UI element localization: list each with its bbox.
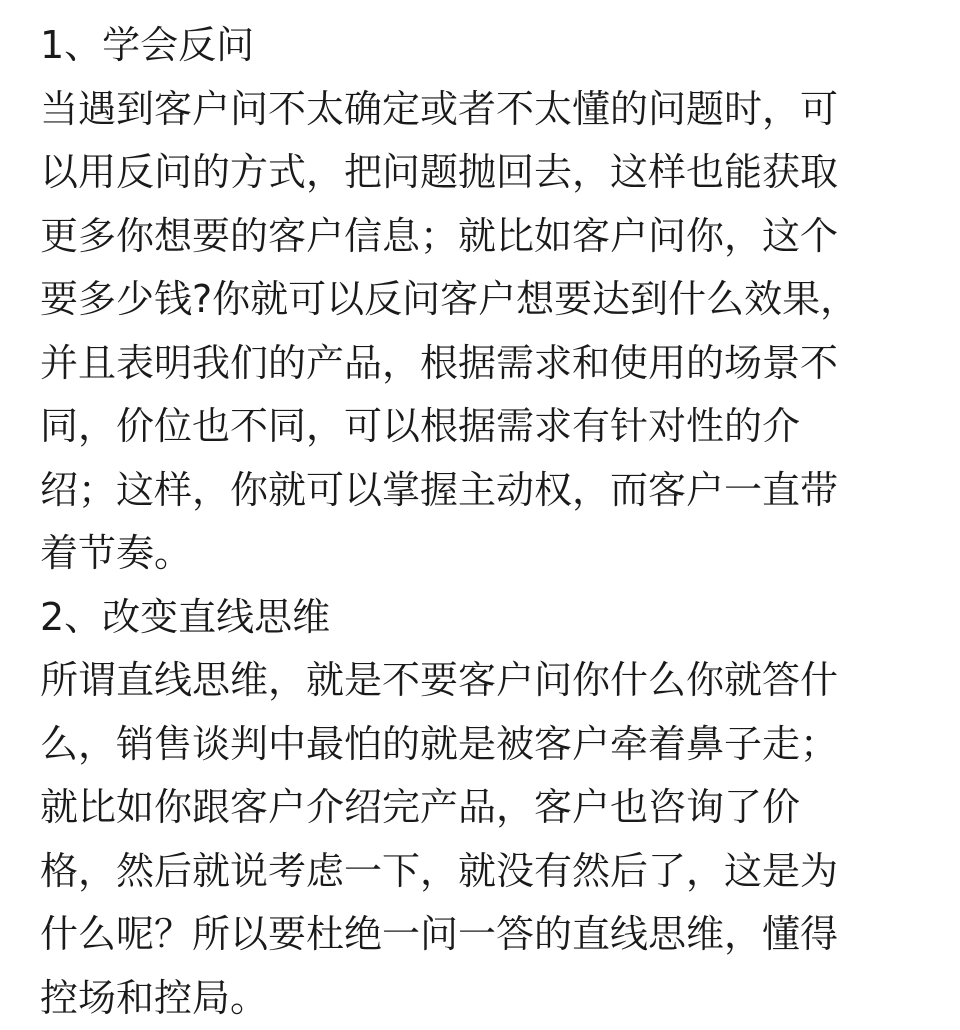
paragraph-line: 格，然后就说考虑一下，就没有然后了，这是为 <box>40 840 940 904</box>
paragraph-line: 着节奏。 <box>40 522 940 586</box>
paragraph-line: 么，销售谈判中最怕的就是被客户牵着鼻子走； <box>40 713 940 777</box>
paragraph-line: 控场和控局。 <box>40 967 940 1030</box>
paragraph-line: 绍；这样，你就可以掌握主动权，而客户一直带 <box>40 459 940 523</box>
paragraph-line: 什么呢？所以要杜绝一问一答的直线思维，懂得 <box>40 903 940 967</box>
paragraph-line: 就比如你跟客户介绍完产品，客户也咨询了价 <box>40 776 940 840</box>
paragraph-line: 更多你想要的客户信息；就比如客户问你，这个 <box>40 205 940 269</box>
paragraph-line: 同，价位也不同，可以根据需求有针对性的介 <box>40 395 940 459</box>
paragraph-line: 以用反问的方式，把问题抛回去，这样也能获取 <box>40 141 940 205</box>
paragraph-line: 当遇到客户问不太确定或者不太懂的问题时，可 <box>40 78 940 142</box>
paragraph-line: 所谓直线思维，就是不要客户问你什么你就答什 <box>40 649 940 713</box>
section-heading-2: 2、改变直线思维 <box>40 586 940 650</box>
paragraph-line: 要多少钱?你就可以反问客户想要达到什么效果， <box>40 268 940 332</box>
paragraph-line: 并且表明我们的产品，根据需求和使用的场景不 <box>40 332 940 396</box>
article-body <box>40 14 940 1030</box>
section-heading-1: 1、学会反问 <box>40 14 940 78</box>
